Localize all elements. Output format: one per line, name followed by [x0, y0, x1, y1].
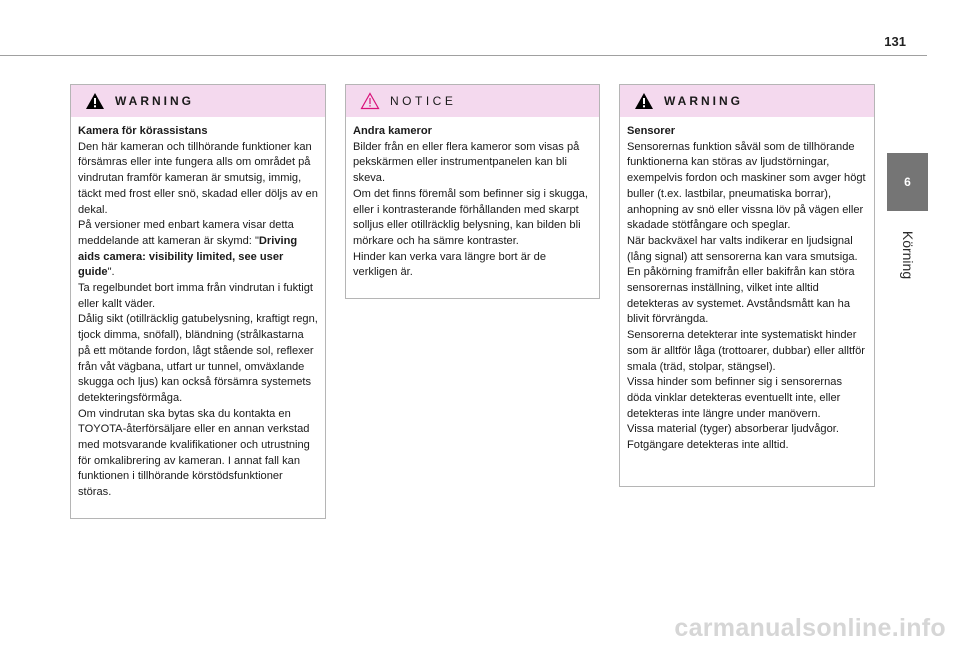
paragraph: Sensorerna detekterar inte systematiskt hinder som är alltför låga (trottoarer, dubbar) eller alltför smala (träd, stolpar, stängsel). — [627, 329, 866, 373]
camera-message-text: Driving aids camera: visibility limited, see user guide — [78, 234, 298, 279]
paragraph: Hinder kan verka vara längre bort är de verkligen är. — [353, 250, 547, 279]
box-title: WARNING — [115, 94, 194, 108]
paragraph: Ta regelbundet bort imma från vindrutan i fuktigt eller kallt väder. — [78, 282, 313, 310]
warning-box-camera — [70, 84, 326, 519]
notice-triangle-icon — [360, 92, 380, 110]
box-body — [620, 117, 874, 460]
paragraph: Vissa hinder som befinner sig i sensorernas döda vinklar detekteras eventuellt inte, eller detekteras inte längre under manövern. — [627, 376, 843, 420]
paragraph: Fotgängare detekteras inte alltid. — [627, 439, 789, 452]
warning-triangle-icon — [85, 92, 105, 110]
page-number: 131 — [884, 34, 906, 49]
paragraph: En påkörning framifrån eller bakifrån kan störa sensorernas inställning, vilket inte alltid detekteras av systemet. Avståndsmått kan ha blivit förvrängda. — [627, 266, 855, 326]
paragraph: Den här kameran och tillhörande funktioner kan försämras eller inte fungera alls om området på vindrutan framför kameran är smutsig, immig, täckt med frost eller snö, skadad eller döljs av en dekal. — [78, 140, 318, 216]
chapter-tab[interactable]: 6 — [887, 153, 928, 211]
paragraph: När backväxel har valts indikerar en ljudsignal (lång signal) att sensorerna kan vara smutsiga. — [627, 234, 858, 263]
paragraph: Dålig sikt (otillräcklig gatubelysning, kraftigt regn, tjock dimma, snöfall), bländning (strålkastarna på ett mötande fordon, lågt stående sol, reflexer från våt vägbana, utfart ur tunnel, omväxlande skugga och ljus) kan också försämra systemets detekteringsförmåga. — [78, 313, 318, 404]
box-body — [71, 117, 325, 507]
box-header — [71, 85, 325, 117]
paragraph: Om det finns föremål som befinner sig i skugga, eller i kontrasterande förhållanden med skarpt solljus eller otillräcklig belysning, kan bilden bli mörkare och ha sämre kontraster. — [353, 187, 588, 247]
paragraph: Om vindrutan ska bytas ska du kontakta en TOYOTA-återförsäljare eller en annan verkstad med motsvarande kvalifikationer och utrustning för omkalibrering av kameran. I annat fall kan funktionen i tillhörande körstödsfunktioner störas. — [78, 407, 310, 499]
box-header — [346, 85, 599, 117]
box-heading: Kamera för körassistans — [78, 125, 208, 137]
paragraph: Sensorernas funktion såväl som de tillhörande funktionerna kan störas av ljudstörningar, exempelvis fordon och maskiner som avger högt buller (t.ex. lastbilar, pneumatiska borrar), anhopning av snö eller vissna löv på vägen eller skadade stötfångare och speglar. — [627, 140, 866, 232]
paragraph-message: På versioner med enbart kamera visar detta meddelande att kameran är skymd: "Driving aids camera: visibility limited, see user guide". — [78, 219, 298, 279]
watermark: carmanualsonline.info — [674, 614, 946, 642]
warning-triangle-icon — [634, 92, 654, 110]
header-rule — [0, 55, 927, 56]
box-heading: Andra kameror — [353, 125, 432, 137]
box-title: NOTICE — [390, 94, 457, 108]
chapter-title: Körning — [900, 230, 916, 280]
warning-box-sensors — [619, 84, 875, 487]
notice-box-cameras — [345, 84, 600, 299]
box-header — [620, 85, 874, 117]
box-heading: Sensorer — [627, 125, 676, 137]
box-body — [346, 117, 599, 287]
box-title: WARNING — [664, 94, 743, 108]
paragraph: Bilder från en eller flera kameror som visas på pekskärmen eller instrumentpanelen kan bli skeva. — [353, 140, 580, 185]
paragraph: Vissa material (tyger) absorberar ljudvågor. — [627, 423, 839, 436]
